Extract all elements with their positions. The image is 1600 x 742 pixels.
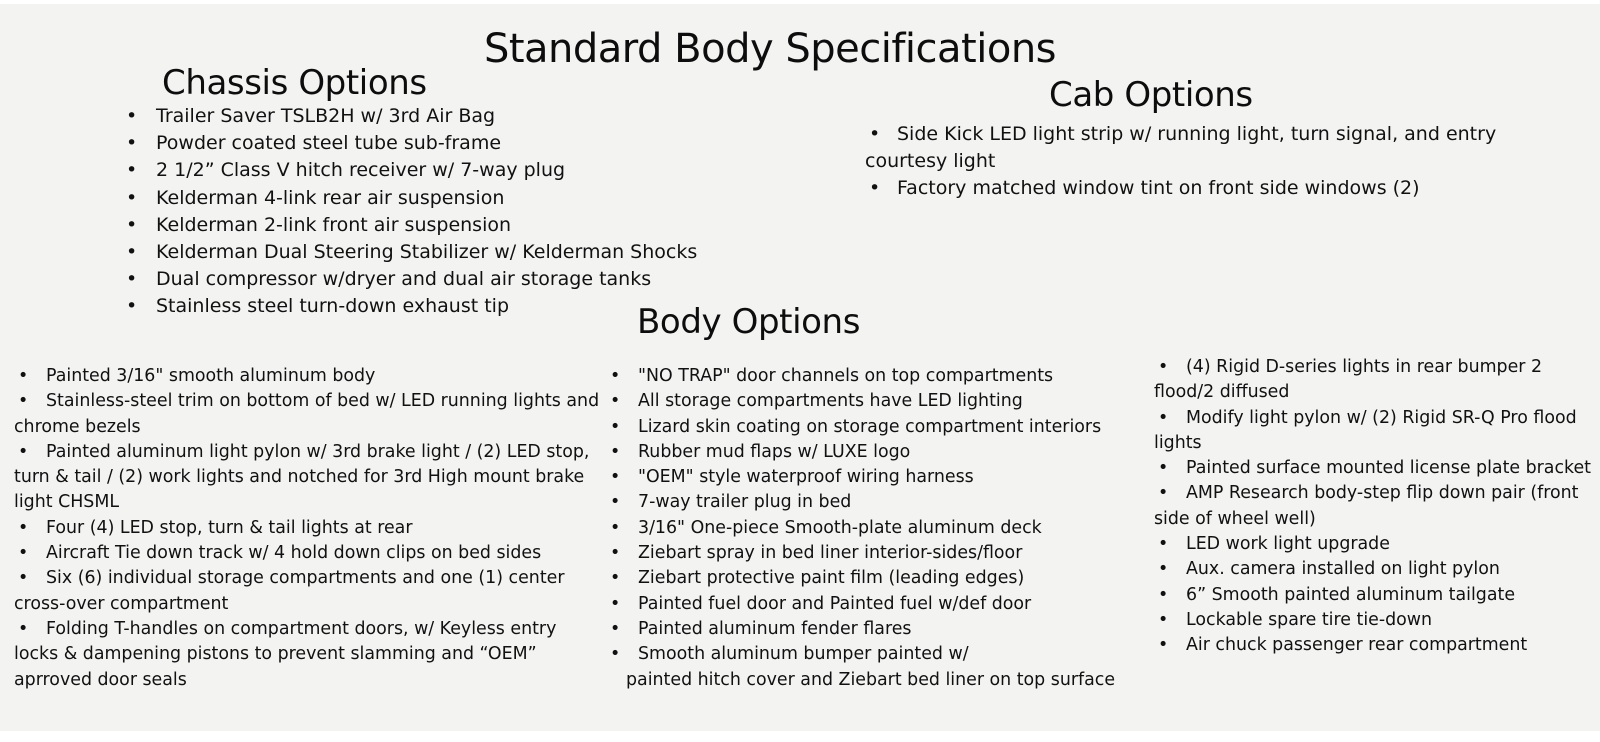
list-item: • Ziebart protective paint film (leading edges) <box>606 566 1141 591</box>
body-options-right-column <box>1154 355 1600 659</box>
list-item: • Folding T-handles on compartment doors, w/ Keyless entry locks & dampening pistons to prevent slamming and “OEM” aprroved door seals <box>14 617 604 693</box>
list-item: • Painted aluminum light pylon w/ 3rd brake light / (2) LED stop, turn & tail / (2) work lights and notched for 3rd High mount brake light CHSML <box>14 440 604 516</box>
page-title: Standard Body Specifications <box>483 26 1057 72</box>
list-item: • Powder coated steel tube sub-frame <box>126 130 697 157</box>
list-item: • Lockable spare tire tie-down <box>1154 608 1600 633</box>
list-item: • Painted surface mounted license plate bracket <box>1154 456 1600 481</box>
list-item: • "NO TRAP" door channels on top compartments <box>606 364 1141 389</box>
cab-options-list <box>865 121 1535 203</box>
list-item: • AMP Research body-step flip down pair (front side of wheel well) <box>1154 481 1600 532</box>
list-item: • Painted aluminum fender flares <box>606 617 1141 642</box>
list-item: • Side Kick LED light strip w/ running light, turn signal, and entry courtesy light <box>865 121 1535 175</box>
chassis-options-list <box>126 103 697 321</box>
body-options-left-column <box>14 364 604 693</box>
list-item: • Factory matched window tint on front side windows (2) <box>865 175 1535 202</box>
list-item: • 2 1/2” Class V hitch receiver w/ 7-way plug <box>126 157 697 184</box>
list-item: • Rubber mud flaps w/ LUXE logo <box>606 440 1141 465</box>
list-item: • Stainless-steel trim on bottom of bed w/ LED running lights and chrome bezels <box>14 389 604 440</box>
list-item: • All storage compartments have LED lighting <box>606 389 1141 414</box>
list-item: • Kelderman 4-link rear air suspension <box>126 185 697 212</box>
list-item: • Stainless steel turn-down exhaust tip <box>126 293 697 320</box>
body-options-heading: Body Options <box>637 302 861 342</box>
chassis-options-heading: Chassis Options <box>162 63 427 103</box>
list-item: • LED work light upgrade <box>1154 532 1600 557</box>
list-item: • (4) Rigid D-series lights in rear bumper 2 flood/2 diffused <box>1154 355 1600 406</box>
list-item: • Kelderman 2-link front air suspension <box>126 212 697 239</box>
list-item: • "OEM" style waterproof wiring harness <box>606 465 1141 490</box>
list-item: • 3/16" One-piece Smooth-plate aluminum deck <box>606 516 1141 541</box>
list-item: • Trailer Saver TSLB2H w/ 3rd Air Bag <box>126 103 697 130</box>
list-item: • 7-way trailer plug in bed <box>606 490 1141 515</box>
list-item: • Four (4) LED stop, turn & tail lights at rear <box>14 516 604 541</box>
list-item: • Kelderman Dual Steering Stabilizer w/ Kelderman Shocks <box>126 239 697 266</box>
list-item: • Air chuck passenger rear compartment <box>1154 633 1600 658</box>
list-item: • Lizard skin coating on storage compartment interiors <box>606 415 1141 440</box>
list-item: • Painted 3/16" smooth aluminum body <box>14 364 604 389</box>
list-item: • Aircraft Tie down track w/ 4 hold down clips on bed sides <box>14 541 604 566</box>
list-item: • Dual compressor w/dryer and dual air storage tanks <box>126 266 697 293</box>
list-item-continuation: painted hitch cover and Ziebart bed liner on top surface <box>626 669 1116 690</box>
body-options-middle-column <box>606 364 1141 693</box>
list-item: • Smooth aluminum bumper painted w/ <box>606 642 1141 667</box>
list-item: • Painted fuel door and Painted fuel w/def door <box>606 592 1141 617</box>
cab-options-heading: Cab Options <box>1049 75 1253 115</box>
list-item: • Modify light pylon w/ (2) Rigid SR-Q Pro flood lights <box>1154 406 1600 457</box>
list-item: • Aux. camera installed on light pylon <box>1154 557 1600 582</box>
list-item: • Ziebart spray in bed liner interior-sides/floor <box>606 541 1141 566</box>
list-item: • Six (6) individual storage compartments and one (1) center cross-over compartment <box>14 566 604 617</box>
list-item: • 6” Smooth painted aluminum tailgate <box>1154 583 1600 608</box>
